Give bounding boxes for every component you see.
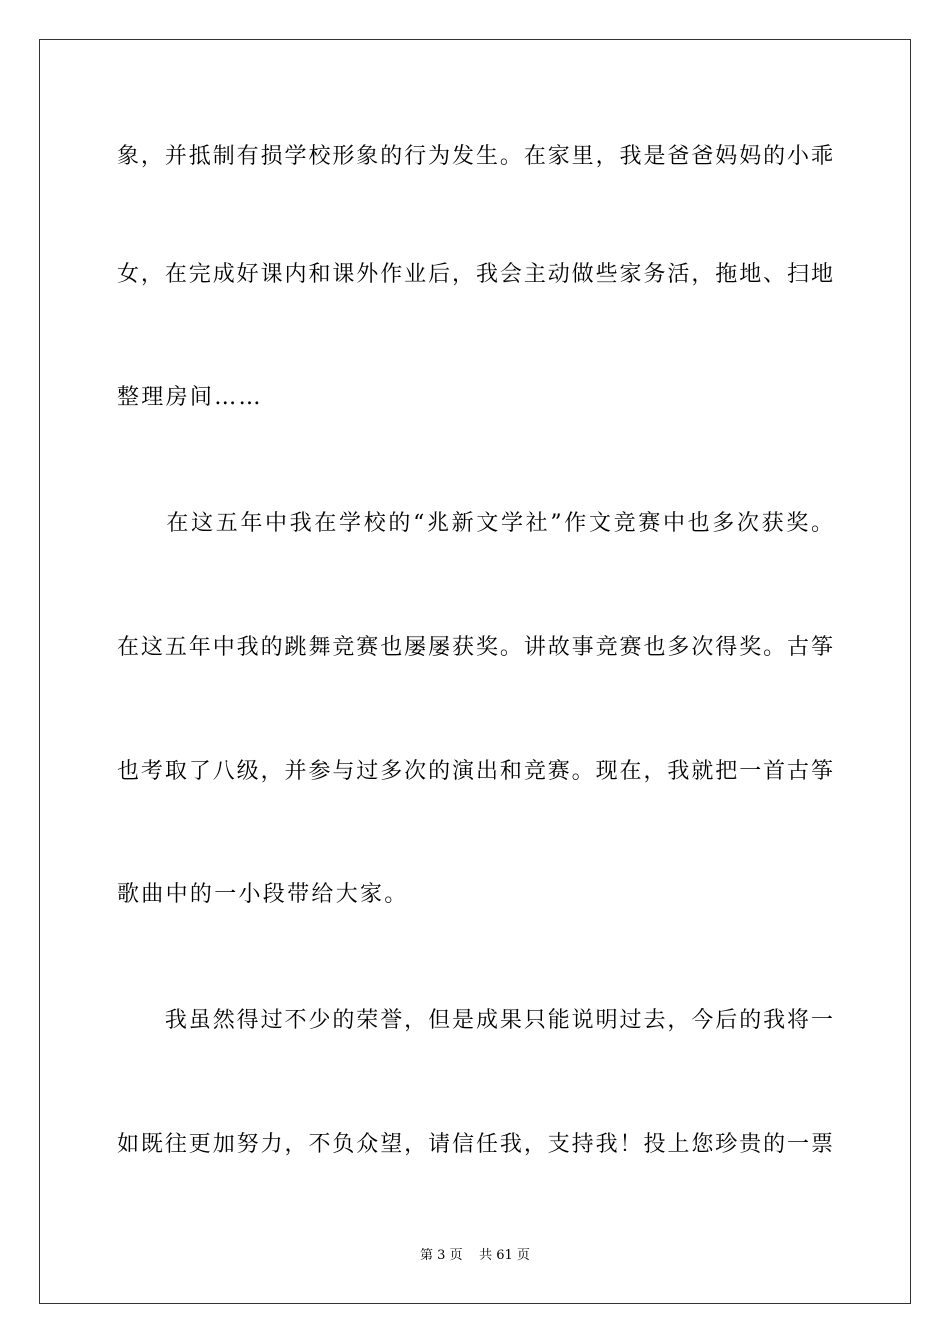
- text-line-2: 女，在完成好课内和课外作业后，我会主动做些家务活，拖地、扫地: [117, 262, 833, 287]
- text-line-9: 如既往更加努力，不负众望，请信任我，支持我！投上您珍贵的一票: [117, 1132, 833, 1157]
- total-pages: 共 61 页: [479, 1248, 530, 1263]
- text-line-5: 在这五年中我的跳舞竞赛也屡屡获奖。讲故事竞赛也多次得奖。古筝: [117, 635, 833, 660]
- text-line-3: 整理房间……: [117, 385, 263, 410]
- text-line-6: 也考取了八级，并参与过多次的演出和竞赛。现在，我就把一首古筝: [117, 759, 833, 784]
- text-line-1: 象，并抵制有损学校形象的行为发生。在家里，我是爸爸妈妈的小乖: [117, 144, 833, 169]
- text-line-8: 我虽然得过不少的荣誉，但是成果只能说明过去，今后的我将一: [117, 1008, 833, 1033]
- page-frame: [39, 39, 911, 1304]
- page-number: 第 3 页: [420, 1248, 463, 1263]
- text-line-4: 在这五年中我在学校的“兆新文学社”作文竞赛中也多次获奖。: [117, 511, 833, 536]
- text-line-7: 歌曲中的一小段带给大家。: [117, 882, 409, 907]
- page-footer: [0, 1248, 950, 1264]
